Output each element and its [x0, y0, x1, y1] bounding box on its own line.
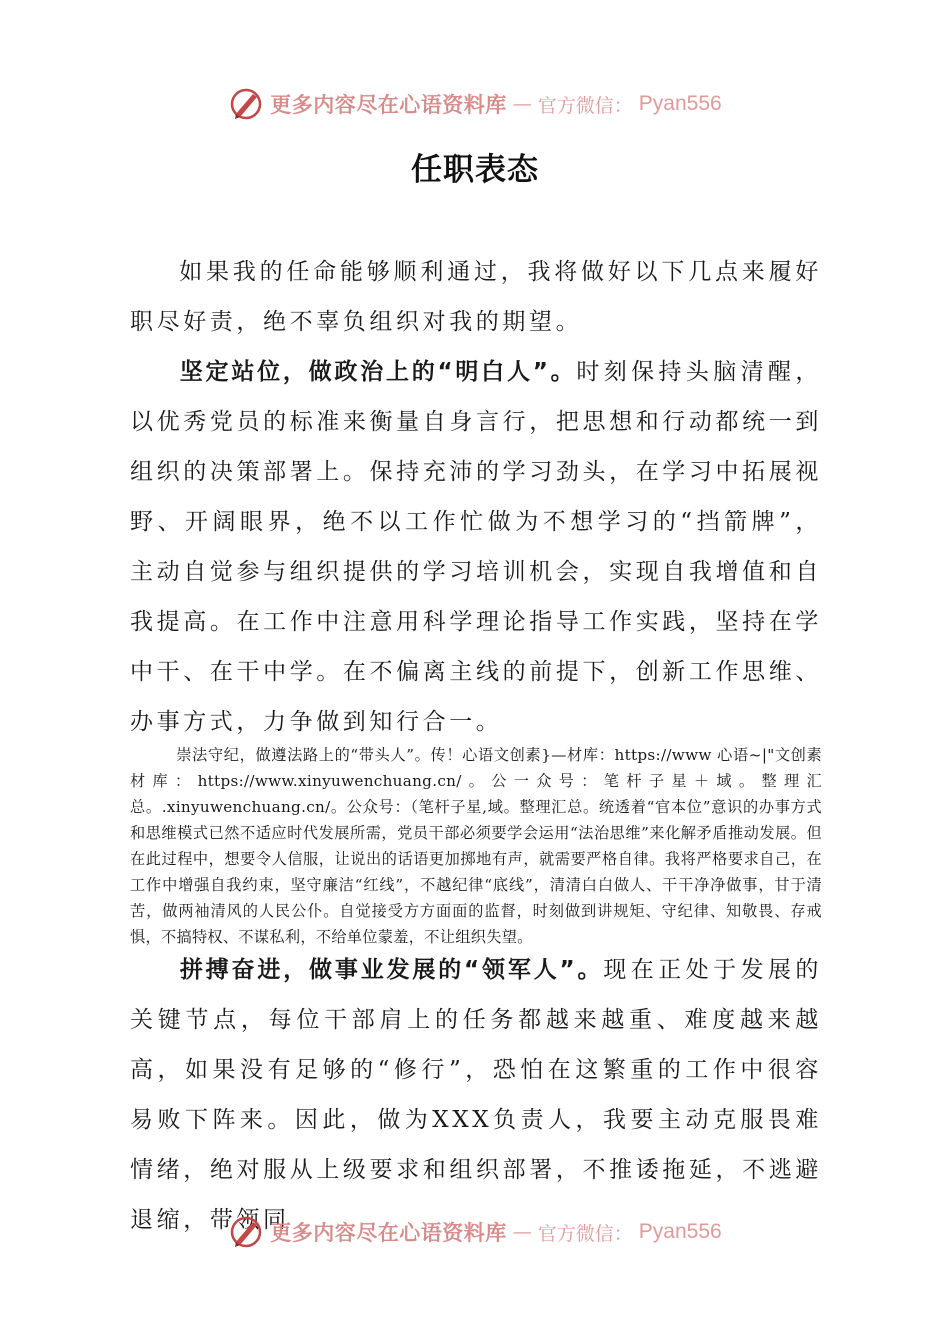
- intro-paragraph: [130, 247, 822, 347]
- section-political-heading: 坚定站位，做政治上的“明白人”。: [179, 359, 577, 385]
- footer-banner: [0, 1212, 950, 1252]
- pen-logo-icon: [228, 86, 264, 122]
- banner-wechat-id: Pyan556: [638, 92, 722, 115]
- intro-text: 如果我的任命能够顺利通过，我将做好以下几点来履好职尽好责，绝不辜负组织对我的期望。: [130, 259, 822, 335]
- section-law-paragraph: [130, 742, 822, 950]
- footer-dash: —: [512, 1221, 532, 1243]
- section-career-paragraph: [130, 945, 822, 1245]
- footer-main-text: 更多内容尽在心语资料库: [270, 1220, 507, 1245]
- footer-wechat-label: 官方微信：: [537, 1222, 633, 1245]
- section-law-text: 崇法守纪，做遵法路上的“带头人”。传！心语文创素}—材库：https://www 心语~|"文创素材库：https://www.xinyuwenchuang.cn/。公一众号：笔杆子星＋域。整理汇总。.xinyuwenchuang.cn/。公众号：（笔杆子星,域。整理汇总。统透着“官本位”意识的办事方式和思维模式已然不适应时代发展所需，党员干部必须要学会运用“法治思维”来化解矛盾推动发展。但在此过程中，想要令人信服，让说出的话语更加掷地有声，就需要严格自律。我将严格要求自己，在工作中增强自我约束，坚守廉洁“红线”，不越纪律“底线”，清清白白做人、干干净净做事，甘于清苦，做两袖清风的人民公仆。自觉接受方方面面的监督，时刻做到讲规矩、守纪律、知敬畏、存戒惧，不搞特权、不谋私利，不给单位蒙羞，不让组织失望。: [130, 746, 822, 946]
- header-banner: [0, 84, 950, 124]
- section-career-body: 现在正处于发展的关键节点，每位干部肩上的任务都越来越重、难度越来越高，如果没有足够的“修行”，恐怕在这繁重的工作中很容易败下阵来。因此，做为XXX负责人，我要主动克服畏难情绪，绝对服从上级要求和组织部署，不推诿拖延，不逃避退缩，带领同: [130, 957, 822, 1233]
- page-title: 任职表态: [411, 152, 539, 188]
- footer-wechat-id: Pyan556: [638, 1220, 722, 1243]
- section-political-body: 时刻保持头脑清醒，以优秀党员的标准来衡量自身言行，把思想和行动都统一到组织的决策部署上。保持充沛的学习劲头，在学习中拓展视野、开阔眼界，绝不以工作忙做为不想学习的“挡箭牌”，主动自觉参与组织提供的学习培训机会，实现自我增值和自我提高。在工作中注意用科学理论指导工作实践，坚持在学中干、在干中学。在不偏离主线的前提下，创新工作思维、办事方式，力争做到知行合一。: [130, 359, 823, 735]
- banner-main-text: 更多内容尽在心语资料库: [270, 92, 507, 117]
- pen-logo-icon: [228, 1214, 264, 1250]
- section-career-heading: 拼搏奋进，做事业发展的“领军人”。: [179, 957, 604, 983]
- banner-dash: —: [512, 93, 532, 115]
- section-political-paragraph: [130, 347, 822, 747]
- banner-wechat-label: 官方微信：: [537, 94, 633, 117]
